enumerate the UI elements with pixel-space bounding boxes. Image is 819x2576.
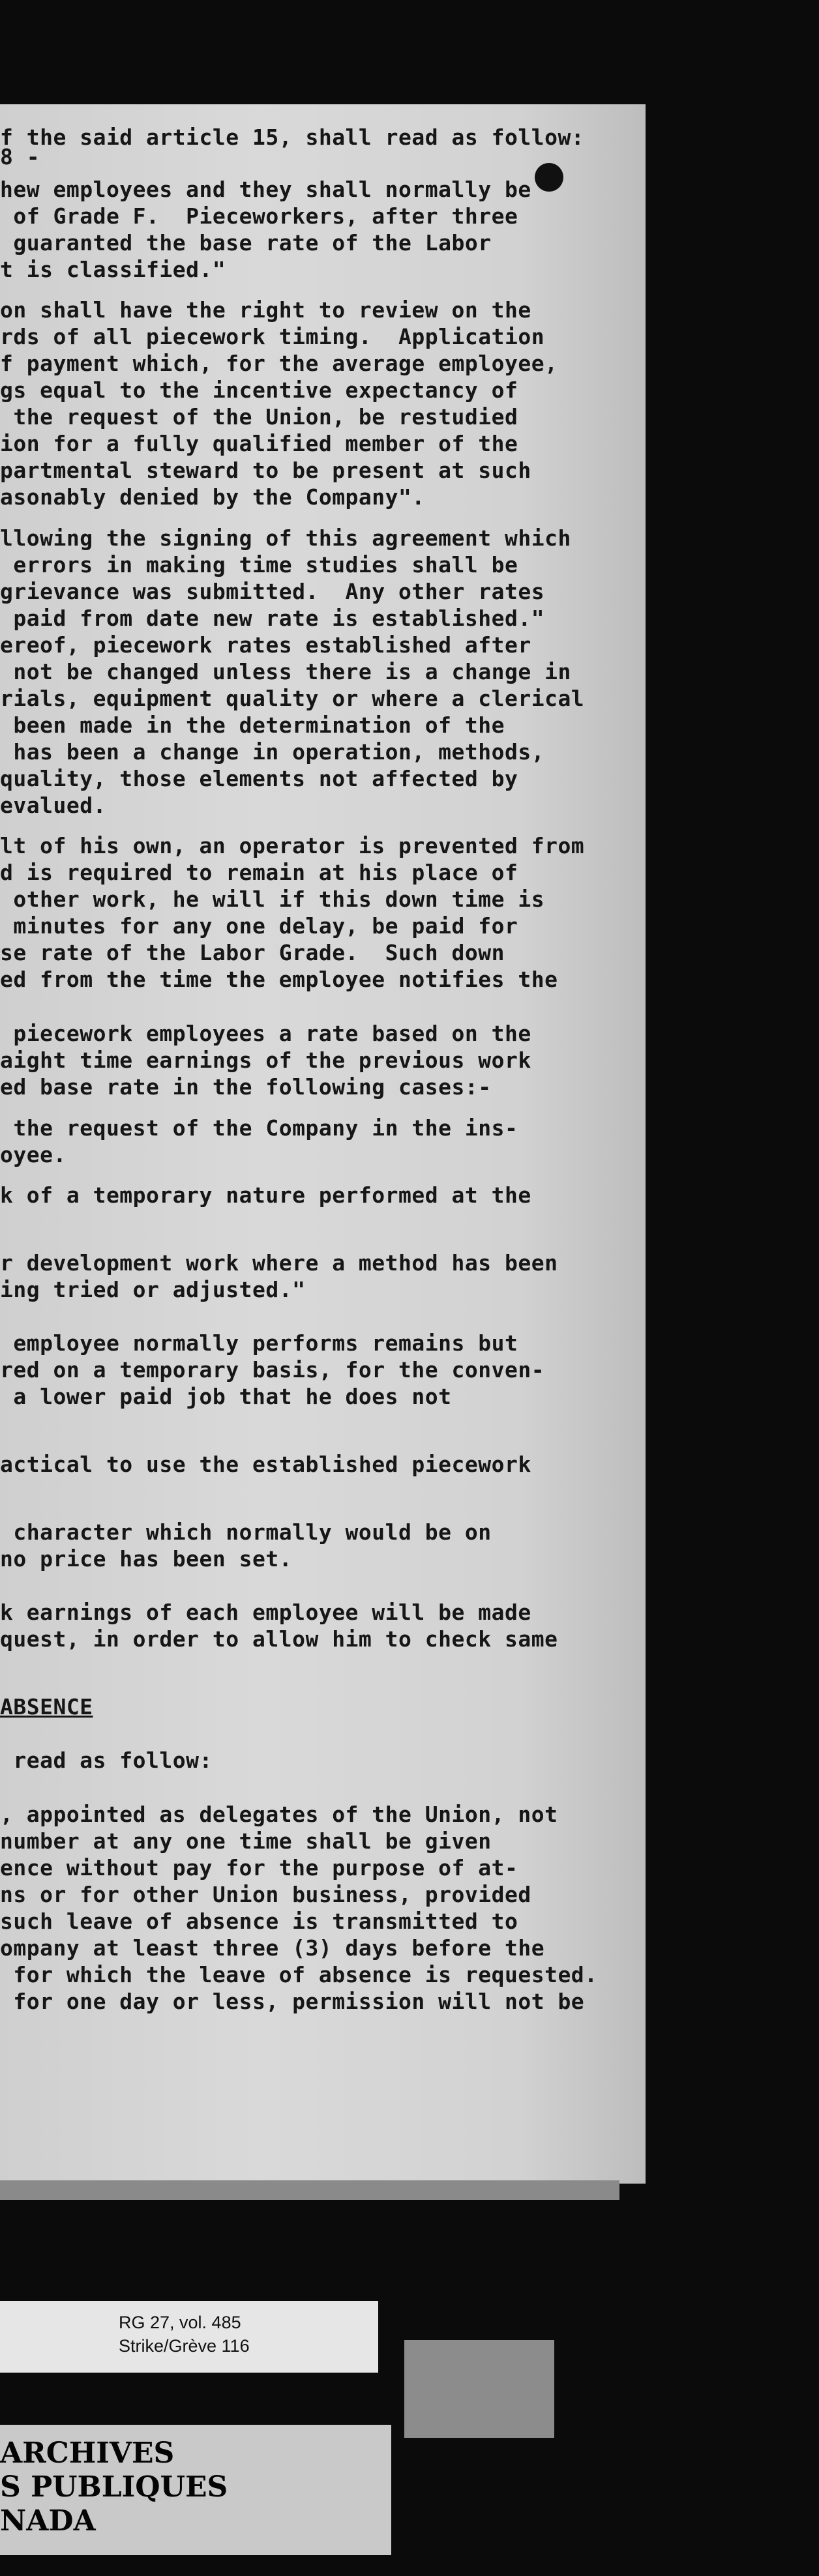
page-bottom-edge: [0, 2180, 619, 2200]
text-line: minutes for any one delay, be paid for: [0, 913, 518, 939]
text-line: hew employees and they shall normally be: [0, 177, 531, 202]
text-line: paid from date new rate is established.": [0, 606, 545, 631]
text-line: for one day or less, permission will not be: [0, 1989, 585, 2014]
text-line: not be changed unless there is a change in: [0, 659, 571, 684]
text-line: been made in the determination of the: [0, 712, 505, 738]
text-line: of Grade F. Pieceworkers, after three: [0, 203, 518, 229]
text-line: quest, in order to allow him to check same: [0, 1626, 558, 1652]
archive-reference-tag: [0, 2301, 378, 2373]
text-line: ed base rate in the following cases:-: [0, 1074, 492, 1100]
page-number: 8 -: [0, 144, 40, 169]
text-line: actical to use the established piecework: [0, 1452, 531, 1477]
stamp-line1: ARCHIVES: [0, 2437, 175, 2470]
text-line: employee normally performs remains but: [0, 1330, 518, 1356]
text-line: ABSENCE: [0, 1694, 93, 1720]
text-line: ereof, piecework rates established after: [0, 632, 531, 658]
archive-reference-line2: Strike/Grève 116: [119, 2336, 250, 2356]
text-line: oyee.: [0, 1142, 67, 1167]
text-line: llowing the signing of this agreement which: [0, 525, 571, 551]
text-line: aight time earnings of the previous work: [0, 1047, 531, 1073]
text-line: ing tried or adjusted.": [0, 1277, 306, 1302]
text-line: asonably denied by the Company".: [0, 484, 425, 510]
text-line: the request of the Union, be restudied: [0, 404, 518, 430]
text-line: evalued.: [0, 793, 106, 818]
archives-stamp: [0, 2425, 391, 2555]
gray-strip: [404, 2340, 554, 2438]
text-line: rds of all piecework timing. Application: [0, 324, 545, 349]
text-line: red on a temporary basis, for the conven-: [0, 1357, 545, 1383]
text-line: f payment which, for the average employee,: [0, 351, 558, 376]
text-line: se rate of the Labor Grade. Such down: [0, 940, 505, 965]
text-line: has been a change in operation, methods,: [0, 739, 545, 765]
text-line: , appointed as delegates of the Union, not: [0, 1802, 558, 1827]
text-line: quality, those elements not affected by: [0, 766, 518, 791]
text-line: lt of his own, an operator is prevented from: [0, 833, 585, 858]
text-line: piecework employees a rate based on the: [0, 1021, 531, 1046]
text-line: k of a temporary nature performed at the: [0, 1182, 531, 1208]
text-line: ed from the time the employee notifies the: [0, 967, 558, 992]
stamp-line3: NADA: [0, 2504, 96, 2538]
text-line: d is required to remain at his place of: [0, 860, 518, 885]
text-line: f the said article 15, shall read as follow:: [0, 124, 585, 150]
document-page: [0, 104, 646, 2184]
text-line: read as follow:: [0, 1748, 213, 1773]
stamp-line2: S PUBLIQUES: [0, 2470, 228, 2504]
text-line: ence without pay for the purpose of at-: [0, 1855, 518, 1881]
text-line: no price has been set.: [0, 1546, 293, 1572]
text-line: a lower paid job that he does not: [0, 1384, 452, 1409]
text-line: rials, equipment quality or where a clerical: [0, 686, 585, 711]
archive-reference-line1: RG 27, vol. 485: [119, 2313, 241, 2332]
text-line: r development work where a method has been: [0, 1250, 558, 1276]
punch-hole: [535, 163, 563, 192]
text-line: other work, he will if this down time is: [0, 886, 545, 912]
text-line: ns or for other Union business, provided: [0, 1882, 531, 1907]
text-line: number at any one time shall be given: [0, 1828, 492, 1854]
text-line: guaranted the base rate of the Labor: [0, 230, 492, 256]
text-line: ompany at least three (3) days before the: [0, 1935, 545, 1961]
text-line: for which the leave of absence is requested.: [0, 1962, 598, 1987]
text-line: grievance was submitted. Any other rates: [0, 579, 545, 604]
text-line: character which normally would be on: [0, 1519, 492, 1545]
text-line: on shall have the right to review on the: [0, 297, 531, 323]
text-line: ion for a fully qualified member of the: [0, 431, 518, 456]
text-line: such leave of absence is transmitted to: [0, 1909, 518, 1934]
text-line: k earnings of each employee will be made: [0, 1600, 531, 1625]
text-line: partmental steward to be present at such: [0, 458, 531, 483]
text-line: errors in making time studies shall be: [0, 552, 518, 578]
text-line: gs equal to the incentive expectancy of: [0, 377, 518, 403]
text-line: t is classified.": [0, 257, 226, 282]
text-line: the request of the Company in the ins-: [0, 1115, 518, 1141]
